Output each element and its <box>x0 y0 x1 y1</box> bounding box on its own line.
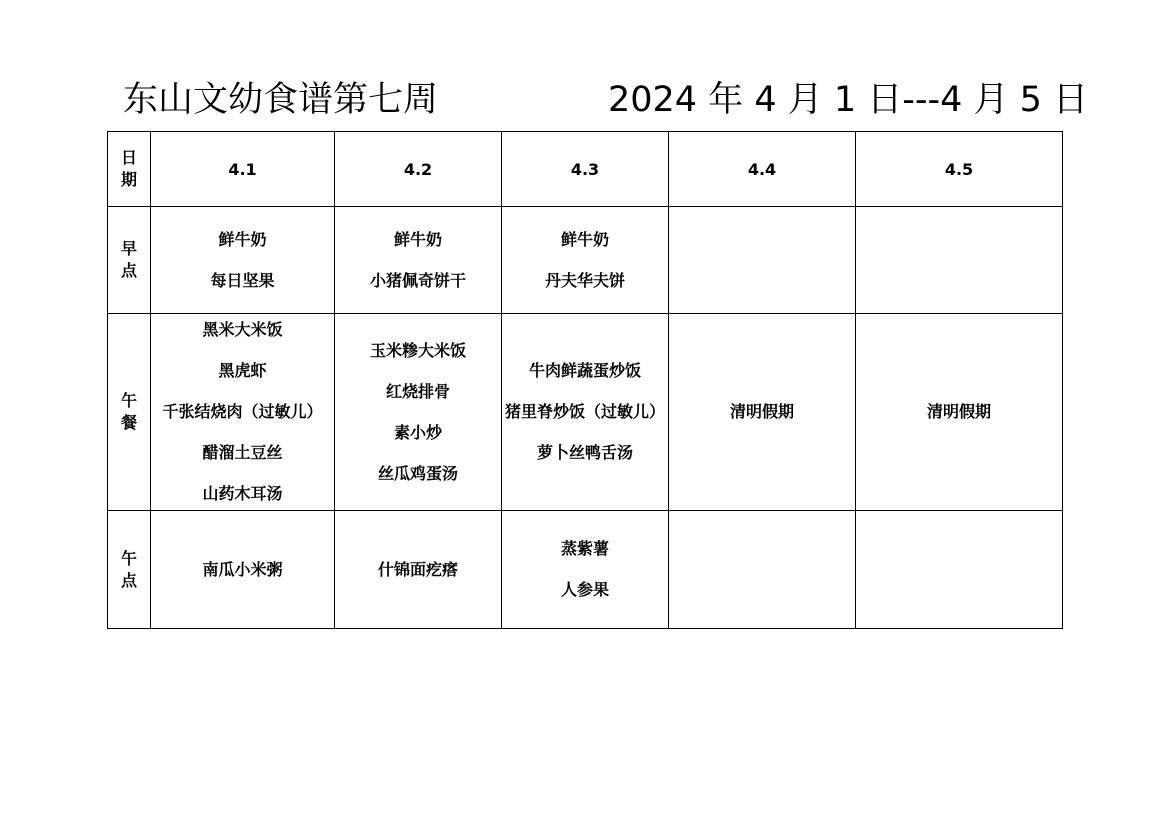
meal-cell <box>856 314 1063 511</box>
meal-cell <box>502 207 669 314</box>
row-label-date: 日 期 <box>108 132 151 207</box>
dish-list <box>856 402 1062 422</box>
meal-cell <box>151 511 335 629</box>
meal-cell <box>856 511 1063 629</box>
dish-item: 猪里脊炒饭（过敏儿） <box>504 402 665 421</box>
dish-list <box>335 341 501 484</box>
meal-cell <box>669 314 856 511</box>
dish-item: 什锦面疙瘩 <box>377 559 458 579</box>
date-cell: 4.5 <box>856 132 1063 207</box>
meal-cell <box>151 314 335 511</box>
dish-item: 丹夫华夫饼 <box>544 270 625 290</box>
dish-item: 玉米糁大米饭 <box>369 340 466 360</box>
dish-item: 黑虎虾 <box>218 361 267 380</box>
dish-list <box>151 230 334 291</box>
dish-list <box>669 402 855 422</box>
dish-item: 清明假期 <box>729 402 794 421</box>
dish-item: 南瓜小米粥 <box>202 559 283 579</box>
dish-item: 蒸紫薯 <box>560 539 609 558</box>
meal-cell <box>669 511 856 629</box>
dish-list <box>335 560 501 580</box>
meal-cell <box>502 511 669 629</box>
dish-list <box>335 230 501 291</box>
dish-item: 每日坚果 <box>210 270 275 290</box>
page-title: 东山文幼食谱第七周 <box>123 80 439 120</box>
dish-item: 鲜牛奶 <box>560 229 609 249</box>
dish-item: 山药木耳汤 <box>202 484 283 503</box>
menu-table <box>107 131 1063 629</box>
date-cell: 4.4 <box>669 132 856 207</box>
snack-row <box>108 511 1063 629</box>
dish-item: 鲜牛奶 <box>218 229 267 249</box>
breakfast-row <box>108 207 1063 314</box>
dish-list <box>502 361 668 463</box>
meal-cell <box>856 207 1063 314</box>
dish-item: 清明假期 <box>926 402 991 421</box>
dish-item: 素小炒 <box>393 422 442 442</box>
dish-item: 萝卜丝鸭舌汤 <box>536 443 633 462</box>
dish-item: 黑米大米饭 <box>202 320 283 339</box>
date-cell: 4.2 <box>335 132 502 207</box>
date-row <box>108 132 1063 207</box>
row-label-snack: 午 点 <box>108 511 151 629</box>
meal-cell <box>335 511 502 629</box>
dish-list <box>151 320 334 504</box>
date-cell: 4.1 <box>151 132 335 207</box>
dish-item: 鲜牛奶 <box>393 229 442 249</box>
row-label-breakfast: 早 点 <box>108 207 151 314</box>
meal-cell <box>335 314 502 511</box>
row-label-lunch: 午 餐 <box>108 314 151 511</box>
dish-list <box>502 230 668 291</box>
meal-cell <box>151 207 335 314</box>
date-cell: 4.3 <box>502 132 669 207</box>
dish-item: 千张结烧肉（过敏儿） <box>162 402 323 421</box>
dish-list <box>151 560 334 580</box>
lunch-row <box>108 314 1063 511</box>
dish-item: 牛肉鲜蔬蛋炒饭 <box>528 361 641 380</box>
meal-cell <box>502 314 669 511</box>
dish-item: 丝瓜鸡蛋汤 <box>377 463 458 483</box>
meal-cell <box>335 207 502 314</box>
date-range: 2024 年 4 月 1 日---4 月 5 日 <box>608 80 1089 120</box>
dish-item: 小猪佩奇饼干 <box>369 270 466 290</box>
dish-item: 醋溜土豆丝 <box>202 443 283 462</box>
dish-item: 红烧排骨 <box>385 381 450 401</box>
meal-cell <box>669 207 856 314</box>
dish-list <box>502 539 668 600</box>
dish-item: 人参果 <box>560 580 609 599</box>
